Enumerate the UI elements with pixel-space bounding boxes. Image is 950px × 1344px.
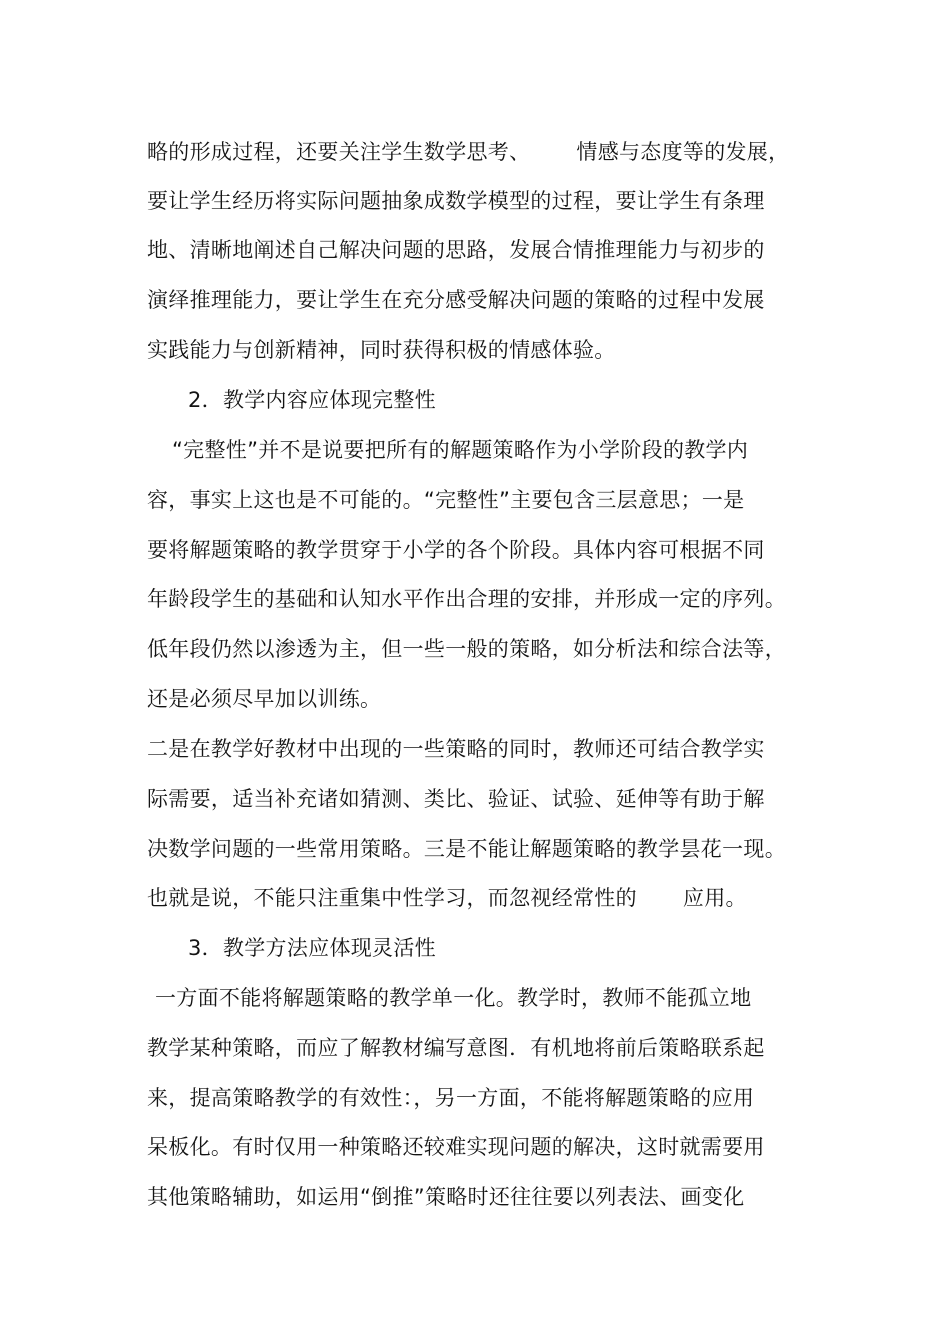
text-line: “完整性”并不是说要把所有的解题策略作为小学阶段的教学内 [172, 438, 749, 462]
text-line: 决数学问题的一些常用策略。三是不能让解题策略的教学昙花一现。 [147, 837, 786, 861]
text-line: 年龄段学生的基础和认知水平作出合理的安排，并形成一定的序列。 [147, 587, 786, 611]
text-line: 要将解题策略的教学贯穿于小学的各个阶段。具体内容可根据不同 [147, 538, 765, 562]
text-line: 二是在教学好教材中出现的一些策略的同时，教师还可结合教学实 [147, 737, 765, 761]
text-line: 还是必须尽早加以训练。 [147, 687, 382, 711]
text-line: 呆板化。有时仅用一种策略还较难实现问题的解决，这时就需要用 [147, 1135, 765, 1159]
text-line: 其他策略辅助，如运用“倒推”策略时还往往要以列表法、画变化 [147, 1185, 745, 1209]
text-line [147, 882, 827, 914]
section-heading: 3．教学方法应体现灵活性 [188, 936, 436, 960]
text-line [147, 136, 827, 168]
section-heading: 2．教学内容应体现完整性 [188, 388, 436, 412]
text-line: 际需要，适当补充诸如猜测、类比、验证、试验、延伸等有助于解 [147, 787, 765, 811]
text-segment: 应用。 [682, 886, 747, 910]
text-line: 低年段仍然以渗透为主，但一些一般的策略，如分析法和综合法等， [147, 637, 786, 661]
text-line: 教学某种策略，而应了解教材编写意图．有机地将前后策略联系起 [147, 1036, 765, 1060]
text-line: 来，提高策略教学的有效性：，另一方面，不能将解题策略的应用 [147, 1086, 755, 1110]
text-line: 演绎推理能力，要让学生在充分感受解决问题的策略的过程中发展 [147, 288, 765, 312]
text-segment: 也就是说，不能只注重集中性学习，而忽视经常性的 [147, 886, 637, 910]
text-segment: 略的形成过程，还要关注学生数学思考、 [147, 140, 531, 164]
text-line: 容，事实上这也是不可能的。“完整性”主要包含三层意思；一是 [147, 488, 745, 512]
text-segment: 情感与态度等的发展， [576, 140, 790, 164]
text-line: 地、清晰地阐述自己解决问题的思路，发展合情推理能力与初步的 [147, 238, 765, 262]
text-line: 要让学生经历将实际问题抽象成数学模型的过程，要让学生有条理 [147, 189, 765, 213]
text-line: 一方面不能将解题策略的教学单一化。教学时，教师不能孤立地 [155, 986, 752, 1010]
text-line: 实践能力与创新精神，同时获得积极的情感体验。 [147, 338, 616, 362]
